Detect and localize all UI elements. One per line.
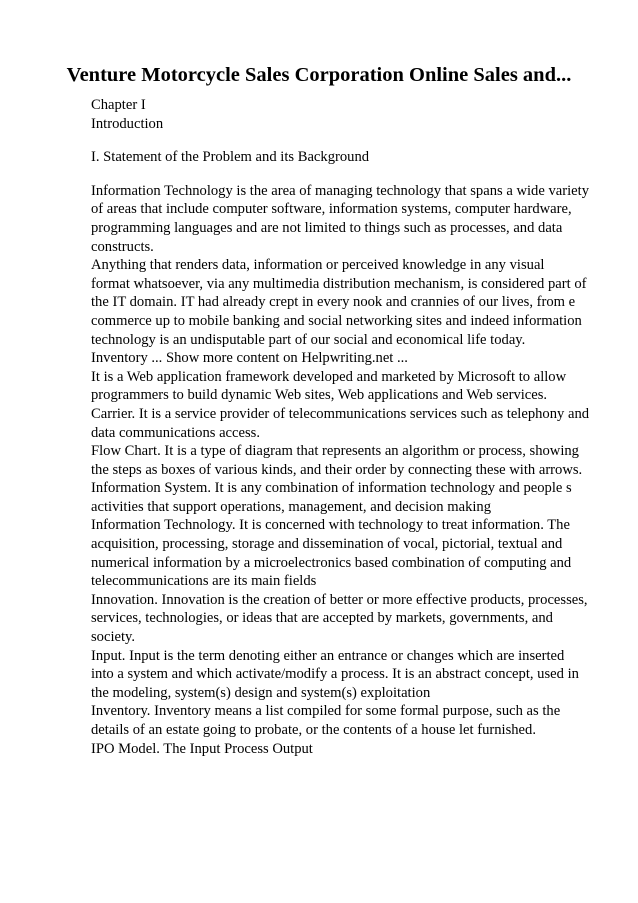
chapter-title: Introduction	[91, 115, 164, 132]
paragraph-line: numerical information by a microelectronics based combination of computing and	[91, 554, 572, 571]
paragraph-line: programmers to build dynamic Web sites, Web applications and Web services.	[91, 387, 548, 404]
paragraph-line: It is a Web application framework developed and marketed by Microsoft to allow	[91, 368, 567, 385]
paragraph-line: data communications access.	[91, 424, 260, 441]
paragraph-line: services, technologies, or ideas that are accepted by markets, governments, and	[91, 610, 553, 627]
paragraph-line: Innovation. Innovation is the creation of better or more effective products, processes,	[91, 591, 588, 608]
paragraph-line: society.	[91, 629, 136, 646]
paragraph-line: Information System. It is any combination of information technology and people s	[91, 480, 572, 497]
spacer	[91, 133, 601, 148]
paragraph-line: of areas that include computer software, information systems, computer hardware,	[91, 201, 572, 218]
paragraph-line: telecommunications are its main fields	[91, 573, 317, 590]
paragraph-line: Inventory. Inventory means a list compiled for some formal purpose, such as the	[91, 703, 561, 720]
paragraph-line: Inventory ... Show more content on Helpwriting.net ...	[91, 350, 408, 367]
paragraph-line: the IT domain. IT had already crept in every nook and crannies of our lives, from e	[91, 294, 576, 311]
paragraph-line: commerce up to mobile banking and social networking sites and indeed information	[91, 312, 582, 329]
paragraph-line: Flow Chart. It is a type of diagram that represents an algorithm or process, showing	[91, 443, 579, 460]
body-paragraph	[91, 182, 601, 758]
paragraph-line: the modeling, system(s) design and system(s) exploitation	[91, 684, 431, 701]
paragraph-line: technology is an undisputable part of our social and economical life today.	[91, 331, 526, 348]
paragraph-line: Input. Input is the term denoting either an entrance or changes which are inserted	[91, 647, 565, 664]
document-body	[91, 96, 601, 758]
paragraph-line: format whatsoever, via any multimedia distribution mechanism, is considered part of	[91, 275, 587, 292]
paragraph-line: Carrier. It is a service provider of telecommunications services such as telephony and	[91, 405, 590, 422]
paragraph-line: into a system and which activate/modify a process. It is an abstract concept, used in	[91, 666, 579, 683]
paragraph-line: Anything that renders data, information or perceived knowledge in any visual	[91, 257, 545, 274]
paragraph-line: the steps as boxes of various kinds, and their order by connecting these with arrows.	[91, 461, 583, 478]
paragraph-line: programming languages and are not limited to things such as processes, and data	[91, 219, 563, 236]
section-heading: I. Statement of the Problem and its Background	[91, 149, 370, 166]
paragraph-line: Information Technology. It is concerned with technology to treat information. The	[91, 517, 570, 534]
document-title: Venture Motorcycle Sales Corporation Online Sales and...	[66, 64, 572, 86]
spacer	[91, 167, 601, 182]
paragraph-line: details of an estate going to probate, or the contents of a house let furnished.	[91, 722, 536, 738]
paragraph-line: acquisition, processing, storage and dissemination of vocal, pictorial, textual and	[91, 536, 563, 553]
paragraph-line: activities that support operations, management, and decision making	[91, 498, 492, 515]
chapter-label: Chapter I	[91, 97, 146, 113]
paragraph-line: constructs.	[91, 238, 154, 255]
paragraph-line: IPO Model. The Input Process Output	[91, 740, 313, 757]
paragraph-line: Information Technology is the area of managing technology that spans a wide variety	[91, 182, 589, 199]
